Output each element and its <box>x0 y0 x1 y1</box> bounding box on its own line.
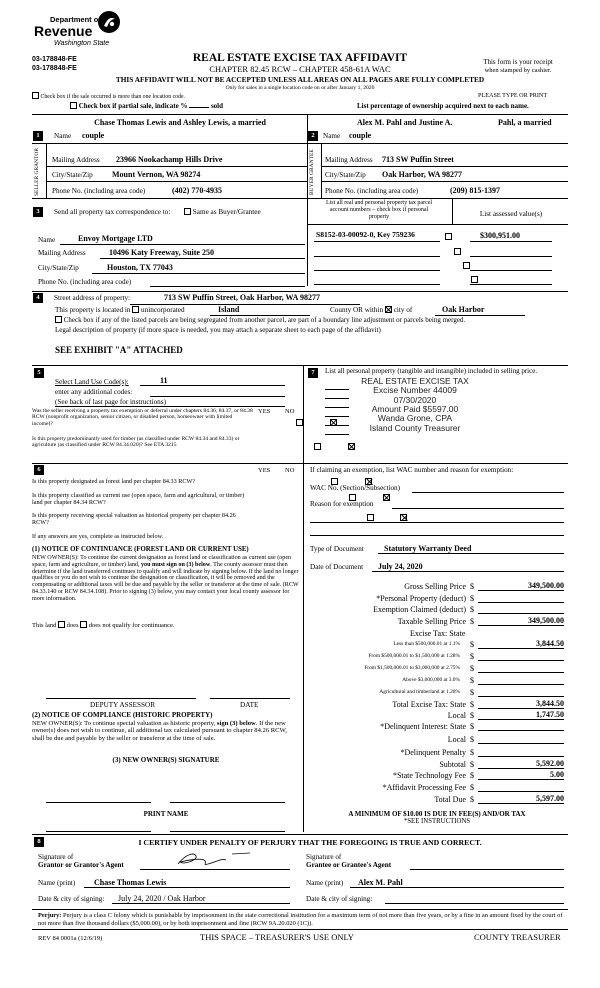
corr-mailing-value[interactable]: 10496 Katy Freeway, Suite 250 <box>109 248 214 257</box>
notice2-text <box>32 720 300 742</box>
grantee-sig-label-1: Signature of <box>306 853 342 861</box>
partial-sale-label: Check box if partial sale, indicate % <box>78 102 188 110</box>
tier3-label: From $1,500,000.01 to $3,000,000 at 2.75% <box>364 665 460 671</box>
personal-deduct-dollar: $ <box>470 594 474 603</box>
multi-location-label: Check box if the sale occurred is more than one location code. <box>40 94 186 100</box>
buyer-side-label: BUYER GRANTEE <box>309 149 315 195</box>
excise-header: Excise Tax: State <box>410 629 466 638</box>
seller-mailing-value[interactable]: 23966 Nookachamp Hills Drive <box>116 155 223 164</box>
stamp-line1: REAL ESTATE EXCISE TAX <box>361 376 469 386</box>
within-city-checkbox[interactable] <box>385 306 392 313</box>
notice1-text-a: NEW OWNER(S): To continue the current designation as forest land or classification as current use (open space, farm and agriculture, or timber) land, <box>32 555 292 568</box>
tier4-label: Above $3,000,000 at 3.0% <box>402 677 460 683</box>
forest-if-yes: If any answers are yes, complete as instructed below. <box>32 533 164 540</box>
ref-number-1: 03-178848-FE <box>32 56 77 63</box>
seller-name-line2[interactable]: couple <box>82 131 105 140</box>
notice2-title: (2) NOTICE OF COMPLIANCE (HISTORIC PROPERTY) <box>32 711 213 719</box>
seller-city-label: City/State/Zip <box>52 171 93 179</box>
grantor-name-label: Name (print) <box>38 879 76 887</box>
parcel-4-personal-checkbox[interactable] <box>471 276 478 283</box>
seller-phone-label: Phone No. (including area code) <box>52 187 146 195</box>
dept-line3: Washington State <box>54 40 110 47</box>
county-or-label: County OR within <box>330 306 384 314</box>
sales-note: Only for sales in a single location code on or after January 1, 2020 <box>225 85 375 91</box>
warning-line: THIS AFFIDAVIT WILL NOT BE ACCEPTED UNLESS ALL AREAS ON ALL PAGES ARE FULLY COMPLETED <box>115 75 485 84</box>
grantee-date-city-label: Date & city of signing: <box>306 895 373 903</box>
personal-deduct-label: *Personal Property (deduct) <box>376 594 466 603</box>
ownership-note: List percentage of ownership acquired next to each name. <box>357 102 529 110</box>
segregated-row <box>55 316 565 324</box>
notice1-title: (1) NOTICE OF CONTINUANCE (FOREST LAND OR CURRENT USE) <box>32 546 249 553</box>
receipt-note-1: This form is your receipt <box>483 58 553 66</box>
corr-city-label: City/State/Zip <box>38 264 79 272</box>
wac-label: WAC No. (Section/Subsection) <box>310 484 401 492</box>
unincorporated-checkbox[interactable] <box>132 306 139 313</box>
delinq-penalty-dollar: $ <box>470 748 474 757</box>
buyer-name-line2[interactable]: couple <box>349 131 372 140</box>
tier5-dollar: $ <box>470 688 474 697</box>
parcel-3-personal-checkbox[interactable] <box>463 262 470 269</box>
total-due-value[interactable]: 5,597.00 <box>536 794 564 803</box>
grantee-name-label: Name (print) <box>306 879 344 887</box>
multi-location-row <box>32 92 185 101</box>
buyer-phone-value[interactable]: (209) 815-1397 <box>450 186 500 195</box>
delinq-penalty-label: *Delinquent Penalty <box>400 748 466 757</box>
land-use-q2-yes[interactable] <box>314 443 321 450</box>
this-land-label: This land <box>32 622 57 629</box>
correspondence-label: Send all property tax correspondence to: <box>54 208 171 216</box>
continuance-row <box>32 621 175 629</box>
certify-statement: I CERTIFY UNDER PENALTY OF PERJURY THAT THE FOREGOING IS TRUE AND CORRECT. <box>138 838 482 847</box>
land-use-select-label: Select Land Use Code(s): <box>55 378 129 386</box>
partial-sale-checkbox[interactable] <box>70 102 77 109</box>
tier4-dollar: $ <box>470 676 474 685</box>
doc-date-label: Date of Document <box>310 563 364 571</box>
forest-no-header: NO <box>285 467 295 474</box>
grantee-name-value[interactable]: Alex M. Pahl <box>358 878 403 887</box>
tier5-label: Agricultural and timberland at 1.28% <box>379 689 460 695</box>
perjury-label: Perjury: <box>38 912 62 919</box>
section-6-badge: 6 <box>34 465 44 475</box>
assessed-value-header: List assessed value(s) <box>479 210 543 218</box>
does-checkbox[interactable] <box>58 621 65 628</box>
tier1-dollar: $ <box>470 640 474 649</box>
stamp-line2: Excise Number 44009 <box>373 385 457 396</box>
partial-sale-row <box>70 101 223 110</box>
buyer-name-line1b[interactable]: Pahl, a married <box>498 118 552 127</box>
tech-fee-label: *State Technology Fee <box>392 771 466 780</box>
dept-line2: Revenue <box>34 23 93 39</box>
dor-logo <box>28 10 128 50</box>
land-use-q1: Was the seller receiving a property tax exemption or deferral under chapters 84.36, 84.37, or 84.38 RCW (nonprofit organization, senior citizen, or disabled person, homeowner with limited income)? <box>32 408 253 427</box>
tier1-value[interactable]: 3,844.50 <box>536 639 564 648</box>
delinq-local-label: Local <box>447 735 466 744</box>
minimum-note: A MINIMUM OF $10.00 IS DUE IN FEE(S) AND/OR TAX <box>348 810 526 818</box>
seller-city-value[interactable]: Mount Vernon, WA 98274 <box>112 170 201 179</box>
county-value[interactable]: Island <box>218 305 240 314</box>
parcel-header-2: account numbers – check box if personal <box>329 206 429 213</box>
buyer-phone-label: Phone No. (including area code) <box>325 187 419 195</box>
seller-name-row <box>32 129 307 143</box>
receipt-note-2: when stamped by cashier. <box>484 67 552 74</box>
grantor-name-value[interactable]: Chase Thomas Lewis <box>94 878 167 887</box>
does-label: does <box>66 622 79 629</box>
located-in-label: This property is located in <box>55 306 131 314</box>
total-state-label: Total Excise Tax: State <box>392 700 466 709</box>
seller-phone-value[interactable]: (402) 770-4935 <box>172 186 222 195</box>
partial-sale-percent-field[interactable] <box>189 101 209 108</box>
location-row <box>55 306 565 314</box>
legal-desc-label: Legal description of property (if more space is needed, you may attach a separate sheet to each page of the affidavit) <box>55 326 381 334</box>
section-3-badge: 3 <box>33 207 43 217</box>
section-8-badge: 8 <box>34 837 44 847</box>
grantor-signature[interactable] <box>172 848 262 870</box>
buyer-name-line1[interactable]: Alex M. Pahl and Justine A. <box>357 118 453 127</box>
forest-q2-no[interactable] <box>383 494 390 501</box>
assessor-date-label: DATE <box>240 701 259 709</box>
does-not-label: does not qualify for continuance. <box>88 622 175 629</box>
section-5-badge: 5 <box>34 368 44 378</box>
segregated-label: Check box if any of the listed parcels are being segregated from another parcel, are part of a boundary line adjustment or parcels being merged. <box>63 316 466 324</box>
gross-label: Gross Selling Price <box>404 582 466 591</box>
parcel-2-personal-checkbox[interactable] <box>454 248 461 255</box>
buyer-mailing-label: Mailing Address <box>325 156 373 164</box>
grantor-sig-label-1: Signature of <box>38 853 74 861</box>
does-not-checkbox[interactable] <box>80 621 87 628</box>
section-1-badge: 1 <box>33 131 43 141</box>
unincorporated-label: unincorporated <box>141 306 185 314</box>
see-instructions: *SEE INSTRUCTIONS <box>403 818 471 825</box>
notice1-text-b: you must sign on (3) below <box>140 561 211 568</box>
local-value[interactable]: 1,747.50 <box>536 710 564 719</box>
affidavit-fee-dollar: $ <box>470 783 474 792</box>
seller-name-line1[interactable]: Chase Thomas Lewis and Ashley Lewis, a married <box>94 118 266 127</box>
doc-date-value[interactable]: July 24, 2020 <box>378 562 423 571</box>
multi-location-checkbox[interactable] <box>32 92 39 99</box>
buyer-name-row <box>307 129 568 143</box>
doc-type-label: Type of Document <box>310 545 364 553</box>
land-use-q2: Is this property predominantly used for timber (as classified under RCW 84.34 and 84.33) or agriculture (as classified under RCW 84.34.020)? See ETA 3215 <box>32 436 240 449</box>
corr-name-label: Name <box>38 236 56 244</box>
taxable-value[interactable]: 349,500.00 <box>528 616 564 625</box>
seller-side-label: SELLER GRANTOR <box>34 147 40 197</box>
sold-label: sold <box>210 102 224 110</box>
total-due-dollar: $ <box>470 795 474 804</box>
buyer-name-label: Name <box>323 132 341 140</box>
street-label: Street address of property: <box>54 294 131 302</box>
buyer-mailing-value[interactable]: 713 SW Puffin Street <box>382 155 454 164</box>
deputy-assessor-label: DEPUTY ASSESSOR <box>90 701 156 709</box>
delinq-local-dollar: $ <box>470 735 474 744</box>
delinq-state-dollar: $ <box>470 722 474 731</box>
exemption-deduct-dollar: $ <box>470 605 474 614</box>
affidavit-fee-label: *Affidavit Processing Fee <box>382 783 466 792</box>
county-treasurer-label: COUNTY TREASURER <box>474 932 561 942</box>
land-use-no-header: NO <box>285 408 295 415</box>
notice2-text-b: sign (3) below <box>216 720 256 727</box>
print-name-label: PRINT NAME <box>143 810 189 818</box>
forest-yes-header: YES <box>258 467 271 474</box>
exhibit-text[interactable]: SEE EXHIBIT "A" ATTACHED <box>55 345 183 355</box>
local-dollar: $ <box>470 711 474 720</box>
total-state-value[interactable]: 3,844.50 <box>536 699 564 708</box>
land-use-q1-yes[interactable] <box>296 419 303 426</box>
stamp-line6: Island County Treasurer <box>369 422 461 433</box>
total-due-label: Total Due <box>434 795 466 804</box>
forest-q2: Is this property classified as current use (open space, farm and agricultural, or timber) land per chapter 84.34 RCW? <box>32 492 245 507</box>
subtotal-dollar: $ <box>470 760 474 769</box>
tier2-dollar: $ <box>470 652 474 661</box>
exemption-claim-label: If claiming an exemption, list WAC number and reason for exemption: <box>310 466 514 474</box>
corr-city-value[interactable]: Houston, TX 77043 <box>107 263 173 272</box>
corr-phone-label: Phone No. (including area code) <box>38 278 132 286</box>
notice2-text-c: . If the new owner(s) does not wish to continue, all additional tax calculated pursuant to chapter 84.26 RCW, shall be due and payable by the seller or transferor at the time of sale. <box>32 720 287 742</box>
notice1-text <box>32 555 300 603</box>
grantor-date-city-label: Date & city of signing: <box>38 895 105 903</box>
exemption-deduct-label: Exemption Claimed (deduct) <box>373 605 466 614</box>
tech-fee-dollar: $ <box>470 771 474 780</box>
land-use-code-value[interactable]: 11 <box>160 376 168 385</box>
taxable-dollar: $ <box>470 617 474 626</box>
dept-line1: Department of <box>50 15 101 24</box>
seller-name-label: Name <box>54 132 72 140</box>
tech-fee-value[interactable]: 5.00 <box>550 770 564 779</box>
stamp-line3: 07/30/2020 <box>393 394 437 405</box>
logo-mark-icon <box>98 11 120 33</box>
land-use-see-back: (See back of last page for instructions) <box>55 398 166 406</box>
tier1-label: Less than $500,000.01 at 1.1% <box>393 641 460 647</box>
buyer-city-label: City/State/Zip <box>325 171 366 179</box>
land-use-yes-header: YES <box>258 408 271 415</box>
gross-dollar: $ <box>470 582 474 591</box>
assessed-value-1[interactable]: $300,951.00 <box>480 231 520 240</box>
street-value[interactable]: 713 SW Puffin Street, Oak Harbor, WA 98277 <box>164 293 320 302</box>
section-7-badge: 7 <box>308 368 318 378</box>
local-label: Local <box>447 711 466 720</box>
forest-q3-yes[interactable] <box>367 514 374 521</box>
form-title: REAL ESTATE EXCISE TAX AFFIDAVIT <box>192 52 408 64</box>
subtotal-label: Subtotal <box>439 760 466 769</box>
land-use-q2-no[interactable] <box>348 443 355 450</box>
form-subtitle: CHAPTER 82.45 RCW – CHAPTER 458-61A WAC <box>209 64 391 74</box>
forest-q1: Is this property designated as forest land per chapter 84.33 RCW? <box>32 478 196 485</box>
notice1-text-c: . The county assessor must then determine if the land transferred continues to qualify and will indicate by signing below. If the land no longer qualifies or you do not wish to continue the designation or classification, it will be removed and the compensating or additional taxes will be due and payable by the seller or transferor at the time of sale. (RCW 84.33.140 or RCW 84.34.108). Prior to signing (3) below, you may contact your local county assessor for more information. <box>32 561 299 602</box>
city-of-label: city of <box>393 306 413 314</box>
corr-name-value[interactable]: Envoy Mortgage LTD <box>78 234 153 243</box>
form-id: REV 84 0001a (12/6/19) <box>38 935 103 942</box>
parcel-header-1: List all real and personal property tax parcel <box>325 200 433 206</box>
tier2-label: From $500,000.01 to $1,500,000 at 1.28% <box>368 653 460 659</box>
parcel-1-personal-checkbox[interactable] <box>445 233 452 240</box>
land-use-additional-label: enter any additional codes: <box>55 388 133 396</box>
treasurer-stamp <box>345 377 485 433</box>
exemption-reason-label: Reason for exemption <box>310 500 374 508</box>
section-2-badge: 2 <box>308 131 318 141</box>
same-as-buyer-checkbox[interactable] <box>184 208 191 215</box>
doc-type-value[interactable]: Statutory Warranty Deed <box>384 544 472 553</box>
perjury-notice <box>38 912 566 927</box>
gross-value[interactable]: 349,500.00 <box>528 581 564 590</box>
county-or-row <box>330 306 412 314</box>
ref-number-2: 03-178848-FE <box>32 65 77 72</box>
stamp-line4: Amount Paid $5597.00 <box>371 404 459 415</box>
parcel-1-value[interactable]: S8152-03-00092-0, Key 759236 <box>316 230 415 239</box>
type-or-print: PLEASE TYPE OR PRINT <box>478 92 548 99</box>
corr-mailing-label: Mailing Address <box>38 249 86 257</box>
city-value[interactable]: Oak Harbor <box>442 305 485 314</box>
stamp-line5: Wanda Grone, CPA <box>377 413 453 424</box>
buyer-city-value[interactable]: Oak Harbor, WA 98277 <box>382 170 463 179</box>
parcel-header-3: property <box>368 213 390 220</box>
tier3-dollar: $ <box>470 664 474 673</box>
total-state-dollar: $ <box>470 700 474 709</box>
delinq-state-label: *Delinquent Interest: State <box>380 722 466 731</box>
segregated-checkbox[interactable] <box>55 316 62 323</box>
parcel-header <box>308 200 450 221</box>
notice2-text-a: NEW OWNER(S): To continue special valuation as historic property, <box>32 720 216 727</box>
section-4-badge: 4 <box>33 293 43 303</box>
grantor-sig-label-2: Grantor or Grantor's Agent <box>38 861 124 869</box>
new-owner-signature-title: (3) NEW OWNER(S) SIGNATURE <box>112 756 220 764</box>
grantor-date-city-value[interactable]: July 24, 2020 / Oak Harbor <box>118 894 206 903</box>
forest-q3: Is this property receiving special valuation as historical property per chapter 84.26 RCW? <box>32 512 236 527</box>
personal-property-label: List all personal property (tangible and intangible) included in selling price. <box>325 367 538 375</box>
perjury-text: Perjury is a class C felony which is punishable by imprisonment in the state correctional institution for a maximum term of not more than five years, or by a fine in an amount fixed by the court of not more than five thousand dollars ($5,000.00), or by both imprisonment and fine (RCW 9A.20.020 (1C)). <box>38 912 563 927</box>
same-as-buyer-label: Same as Buyer/Grantee <box>192 208 261 216</box>
grantee-sig-label-2: Grantee or Grantee's Agent <box>306 861 392 869</box>
subtotal-value[interactable]: 5,592.00 <box>536 759 564 768</box>
taxable-label: Taxable Selling Price <box>397 617 466 626</box>
forest-q3-no[interactable] <box>400 514 407 521</box>
seller-mailing-label: Mailing Address <box>52 156 100 164</box>
treasurer-use-note: THIS SPACE – TREASURER'S USE ONLY <box>200 932 354 942</box>
